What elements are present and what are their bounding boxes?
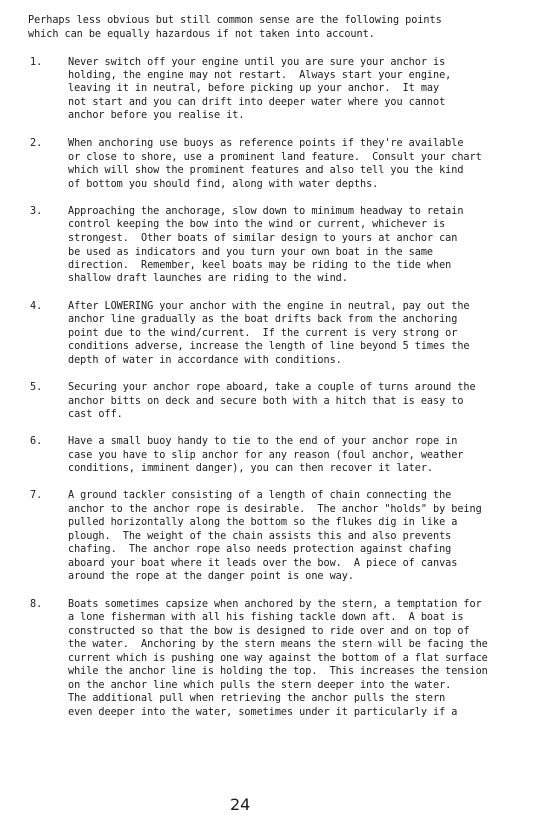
item-line: current which is pushing one way against the bottom of a flat surface: [68, 653, 488, 664]
item-line: not start and you can drift into deeper water where you cannot: [68, 97, 446, 108]
item-line: anchor bitts on deck and secure both with a hitch that is easy to: [68, 396, 464, 407]
item-line: plough. The weight of the chain assists this and also prevents: [68, 531, 452, 542]
item-line: the water. Anchoring by the stern means the stern will be facing the: [68, 639, 488, 650]
item-line: point due to the wind/current. If the current is very strong or: [68, 328, 458, 339]
item-line: leaving it in neutral, before picking up your anchor. It may: [68, 83, 440, 94]
item-line: After LOWERING your anchor with the engine in neutral, pay out the: [68, 301, 470, 312]
item-number: 8.: [30, 599, 43, 610]
item-line: depth of water in accordance with conditions.: [68, 355, 342, 366]
item-line: When anchoring use buoys as reference points if they're available: [68, 138, 464, 149]
item-line: aboard your boat where it leads over the bow. A piece of canvas: [68, 558, 458, 569]
item-line: The additional pull when retrieving the anchor pulls the stern: [68, 693, 446, 704]
item-line: Securing your anchor rope aboard, take a couple of turns around the: [68, 382, 476, 393]
item-number: 6.: [30, 436, 43, 447]
intro-line: Perhaps less obvious but still common sense are the following points: [28, 15, 442, 26]
item-line: cast off.: [68, 409, 123, 420]
item-line: Never switch off your engine until you are sure your anchor is: [68, 57, 446, 68]
item-line: conditions adverse, increase the length of line beyond 5 times the: [68, 341, 470, 352]
item-line: direction. Remember, keel boats may be riding to the tide when: [68, 260, 452, 271]
item-line: a lone fisherman with all his fishing tackle down aft. A boat is: [68, 612, 464, 623]
item-line: on the anchor line which pulls the stern deeper into the water.: [68, 680, 452, 691]
item-line: case you have to slip anchor for any reason (foul anchor, weather: [68, 450, 464, 461]
item-line: chafing. The anchor rope also needs protection against chafing: [68, 544, 452, 555]
item-line: of bottom you should find, along with water depths.: [68, 179, 379, 190]
item-number: 3.: [30, 206, 43, 217]
item-line: anchor before you realise it.: [68, 110, 245, 121]
item-line: be used as indicators and you turn your own boat in the same: [68, 247, 434, 258]
item-line: pulled horizontally along the bottom so the flukes dig in like a: [68, 517, 458, 528]
item-line: strongest. Other boats of similar design to yours at anchor can: [68, 233, 458, 244]
page-number: 24: [230, 795, 251, 814]
item-line: constructed so that the bow is designed to ride over and on top of: [68, 626, 470, 637]
item-line: A ground tackler consisting of a length of chain connecting the: [68, 490, 452, 501]
item-line: while the anchor line is holding the top. This increases the tension: [68, 666, 488, 677]
intro-line: which can be equally hazardous if not taken into account.: [28, 29, 375, 40]
item-line: conditions, imminent danger), you can then recover it later.: [68, 463, 434, 474]
item-line: even deeper into the water, sometimes under it particularly if a: [68, 707, 458, 718]
item-number: 4.: [30, 301, 43, 312]
item-line: anchor line gradually as the boat drifts back from the anchoring: [68, 314, 458, 325]
item-number: 1.: [30, 57, 43, 68]
item-line: holding, the engine may not restart. Always start your engine,: [68, 70, 452, 81]
item-number: 5.: [30, 382, 43, 393]
item-line: shallow draft launches are riding to the wind.: [68, 273, 348, 284]
item-number: 2.: [30, 138, 43, 149]
item-line: or close to shore, use a prominent land feature. Consult your chart: [68, 152, 482, 163]
item-line: which will show the prominent features and also tell you the kind: [68, 165, 464, 176]
item-line: Approaching the anchorage, slow down to minimum headway to retain: [68, 206, 464, 217]
item-line: around the rope at the danger point is one way.: [68, 571, 354, 582]
item-line: control keeping the bow into the wind or current, whichever is: [68, 219, 446, 230]
item-line: Have a small buoy handy to tie to the end of your anchor rope in: [68, 436, 458, 447]
item-line: Boats sometimes capsize when anchored by the stern, a temptation for: [68, 599, 482, 610]
item-number: 7.: [30, 490, 43, 501]
item-line: anchor to the anchor rope is desirable. The anchor "holds" by being: [68, 504, 482, 515]
